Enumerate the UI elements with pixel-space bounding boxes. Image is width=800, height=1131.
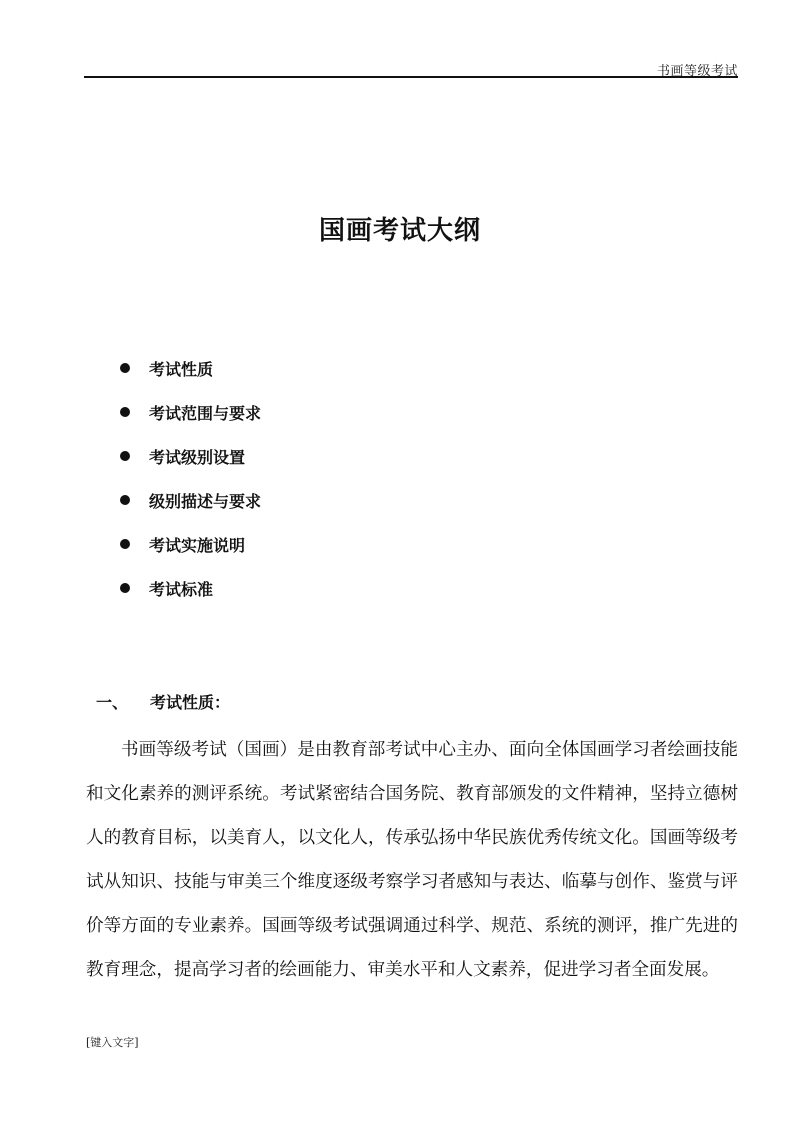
outline-item bbox=[118, 522, 261, 566]
section-number: 一、 bbox=[96, 693, 129, 712]
outline-item-label: 考试范围与要求 bbox=[149, 403, 262, 423]
footer-placeholder-text: [键入文字] bbox=[86, 1036, 139, 1049]
bullet-icon bbox=[120, 363, 130, 373]
outline-item-label: 考试实施说明 bbox=[149, 535, 246, 555]
page-header-text: 书画等级考试 bbox=[656, 64, 738, 79]
outline-item bbox=[118, 390, 261, 434]
page-title: 国画考试大纲 bbox=[318, 216, 481, 246]
bullet-icon bbox=[120, 407, 130, 417]
header-rule bbox=[84, 76, 738, 78]
bullet-icon bbox=[120, 451, 130, 461]
outline-item bbox=[118, 346, 261, 390]
outline-item-label: 考试性质 bbox=[149, 359, 214, 379]
section-heading bbox=[96, 690, 230, 713]
outline-item-label: 考试标准 bbox=[149, 579, 214, 599]
bullet-icon bbox=[120, 539, 130, 549]
section-paragraph: 书画等级考试（国画）是由教育部考试中心主办、面向全体国画学习者绘画技能和文化素养的测评系统。考试紧密结合国务院、教育部颁发的文件精神，坚持立德树人的教育目标，以美育人，以文化人，传承弘扬中华民族优秀传统文化。国画等级考试从知识、技能与审美三个维度逐级考察学习者感知与表达、临摹与创作、鉴赏与评价等方面的专业素养。国画等级考试强调通过科学、规范、系统的测评，推广先进的教育理念，提高学习者的绘画能力、审美水平和人文素养，促进学习者全面发展。 bbox=[86, 740, 738, 980]
outline-item bbox=[118, 478, 261, 522]
outline-item-label: 级别描述与要求 bbox=[149, 491, 262, 511]
outline-item-label: 考试级别设置 bbox=[149, 447, 246, 467]
bullet-icon bbox=[120, 583, 130, 593]
outline-list bbox=[118, 346, 261, 610]
outline-item bbox=[118, 566, 261, 610]
bullet-icon bbox=[120, 495, 130, 505]
section-heading-text: 考试性质： bbox=[150, 693, 231, 712]
outline-item bbox=[118, 434, 261, 478]
